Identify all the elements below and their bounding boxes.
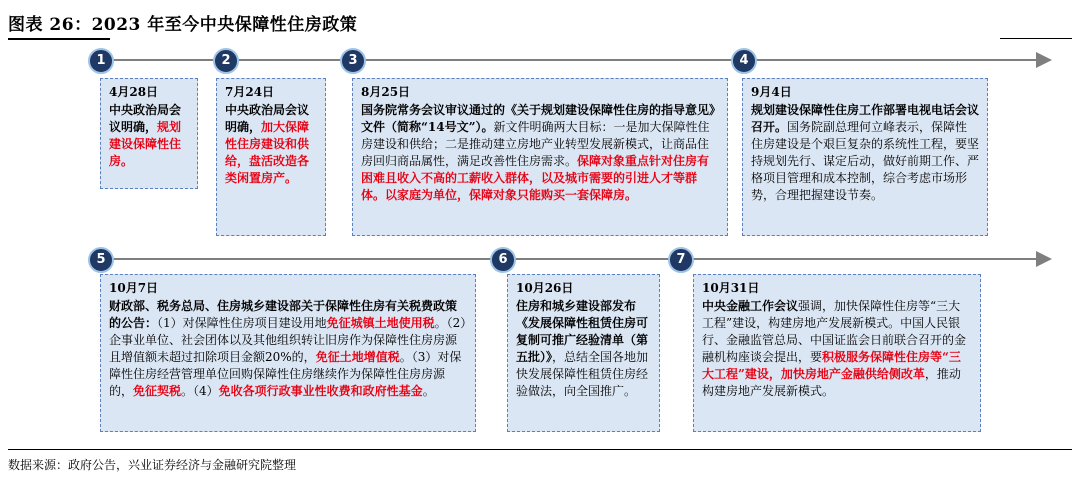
bold-text: 中央金融工作会议	[702, 299, 799, 313]
policy-date: 9月4日	[751, 85, 792, 99]
policy-date: 10月26日	[516, 281, 574, 295]
highlight-text: 免征城镇土地使用税	[326, 316, 435, 330]
body-text: 国务院副总理何立峰表示，保障性住房建设是个艰巨复杂的系统性工程，要坚持规划先行、谋定后动，做好前期工作、严格项目管理和成本控制，综合考虑市场形势，合理把握建设节奏。	[751, 120, 980, 202]
body-text: 。（3）对保障性住房经营管理单位回购保障性住房继续作为保障性住房房源的，	[109, 350, 462, 398]
footer-rule	[8, 449, 1072, 450]
source-note: 数据来源：政府公告，兴业证券经济与金融研究院整理	[8, 458, 297, 472]
policy-date: 10月31日	[702, 281, 760, 295]
body-text: 强调，加快保障性住房等“三大工程”建设，构建房地产发展新模式。中国人民银行、金融监管总局、中国证监会日前联合召开的金融机构座谈会提出，要	[702, 299, 967, 364]
body-text: 。	[422, 384, 435, 398]
body-text: ，推动构建房地产发展新模式。	[702, 367, 961, 398]
policy-date: 10月7日	[109, 281, 159, 295]
highlight-text: 免收各项行政事业性收费和政府性基金	[218, 384, 423, 398]
policy-card	[507, 274, 660, 432]
step-number-badge: 6	[490, 247, 516, 273]
policy-text	[516, 298, 651, 400]
bold-text: 财政部、税务总局、住房城乡建设部关于保障性住房有关税费政策的公告：	[109, 299, 458, 330]
policy-card	[216, 78, 326, 236]
bold-text: 国务院常务会议审议通过的《关于规划建设保障性住房的指导意见》文件（简称“14号文”）。	[361, 103, 716, 134]
step-number-badge: 1	[88, 48, 114, 74]
body-text: 新文件明确两大目标：一是加大保障性住房建设和供给；二是推动建立房地产业转型发展新模式，让商品住房回归商品属性，满足改善性住房需求。	[361, 120, 710, 168]
policy-date: 7月24日	[225, 85, 275, 99]
policy-text	[361, 102, 719, 204]
bold-text: 住房和城乡建设部发布《发展保障性租赁住房可复制可推广经验清单（第五批）》	[516, 299, 649, 364]
bold-text: 规划建设保障性住房工作部署电视电话会议召开。	[751, 103, 980, 134]
figure-title: 图表 26：2023 年至今中央保障性住房政策	[8, 15, 358, 35]
policy-card	[352, 78, 728, 236]
step-number-badge: 5	[88, 247, 114, 273]
policy-date: 4月28日	[109, 85, 159, 99]
policy-date: 8月25日	[361, 85, 411, 99]
highlight-text: 加大保障性住房建设和供给，盘活改造各类闲置房产。	[225, 120, 310, 185]
highlight-text: 积极服务保障性住房等“三大工程”建设，加快房地产金融供给侧改革	[702, 350, 961, 381]
policy-card	[742, 78, 988, 236]
step-number-badge: 7	[668, 247, 694, 273]
policy-text	[751, 102, 979, 204]
highlight-text: 免征土地增值税	[315, 350, 400, 364]
policy-card	[100, 78, 198, 189]
step-number-badge: 4	[731, 48, 757, 74]
policy-card	[100, 274, 476, 432]
bold-text: 中央政治局会议明确，	[109, 103, 182, 134]
policy-text	[109, 298, 467, 400]
step-number-badge: 2	[213, 48, 239, 74]
step-number-badge: 3	[340, 48, 366, 74]
highlight-text: 免征契税	[133, 384, 182, 398]
bold-text: 中央政治局会议明确，	[225, 103, 310, 134]
highlight-text: 规划建设保障性住房。	[109, 120, 182, 168]
policy-text	[109, 102, 189, 170]
policy-text	[702, 298, 972, 400]
body-text: （1）对保障性住房项目建设用地	[157, 316, 327, 330]
body-text: 。（2）企事业单位、社会团体以及其他组织转让旧房作为保障性住房房源且增值额未超过扣除项目金额20%的，	[109, 316, 467, 364]
policy-text	[225, 102, 317, 187]
policy-card	[693, 274, 981, 432]
highlight-text: 保障对象重点针对住房有困难且收入不高的工薪收入群体，以及城市需要的引进人才等群体。以家庭为单位，保障对象只能购买一套保障房。	[361, 154, 710, 202]
body-text: 。（4）	[181, 384, 219, 398]
body-text: ，总结全国各地加快发展保障性租赁住房经验做法，向全国推广。	[516, 350, 649, 398]
